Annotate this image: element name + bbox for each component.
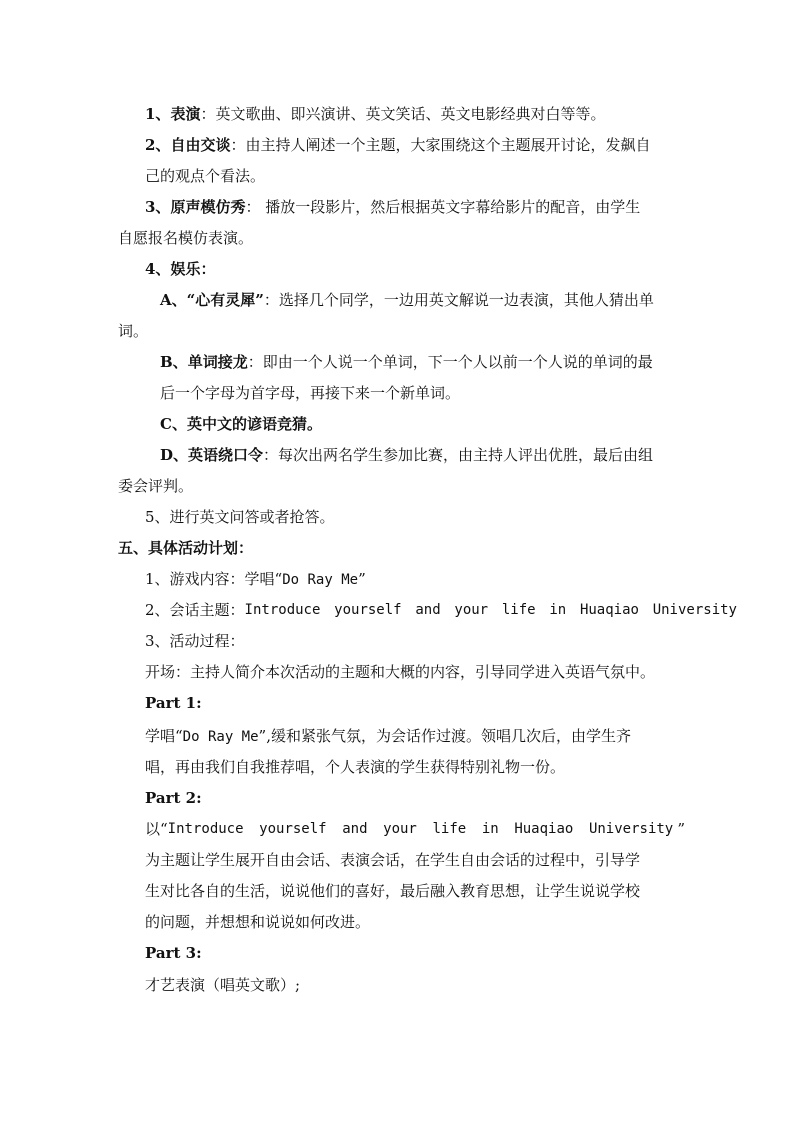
- topic-words: [168, 819, 674, 839]
- item-free-talk: [145, 135, 650, 155]
- item-title: 表演: [170, 105, 201, 123]
- part2-line4: 的问题，并想想和说说如何改进。: [145, 913, 371, 931]
- song-title: Do Ray Me: [282, 572, 359, 588]
- topic-word: Huaqiao: [514, 821, 574, 837]
- item-text: ：由主持人阐述一个主题，大家围绕这个主题展开讨论，发飙自: [230, 136, 651, 154]
- topic-word: in: [481, 821, 499, 837]
- item-number: D、: [160, 446, 189, 464]
- part2-line1: [145, 819, 685, 839]
- item-title: 单词接龙: [187, 353, 248, 371]
- part2-prefix: 以“: [145, 820, 168, 838]
- topic-word: your: [454, 602, 489, 618]
- item-title: 英中文的谚语竞猜。: [186, 415, 322, 433]
- item-word-chain-cont: 后一个字母为首字母，再接下来一个新单词。: [160, 384, 461, 402]
- conversation-topic: [145, 600, 737, 620]
- topic-word: your: [383, 821, 417, 837]
- item-telepathy: [160, 290, 654, 310]
- topic-word: and: [415, 602, 441, 618]
- item-telepathy-cont: 词。: [118, 322, 149, 340]
- item-text: ： 播放一段影片，然后根据英文字幕给影片的配音，由学生: [245, 198, 641, 216]
- part2-line3: 生对比各自的生活，说说他们的喜好，最后融入教育思想，让学生说说学校: [145, 882, 641, 900]
- item-number: 1、: [145, 105, 171, 123]
- item-number: A、: [160, 291, 187, 309]
- part2-suffix: ”: [677, 820, 685, 838]
- topic-word: life: [432, 821, 467, 837]
- item-dubbing-show: [145, 197, 640, 217]
- item-number: C、: [160, 415, 187, 433]
- topic-word: yourself: [334, 602, 402, 618]
- topic-word: Introduce: [244, 602, 321, 618]
- item-number: 2、: [145, 136, 171, 154]
- item-title: 英语绕口令: [188, 446, 264, 464]
- topic-words: [245, 600, 737, 620]
- item-text: ：选择几个同学，一边用英文解说一边表演，其他人猜出单: [263, 291, 654, 309]
- part2-heading: Part 2:: [145, 789, 202, 807]
- song-title: Do Ray Me: [182, 729, 259, 745]
- part1-heading: Part 1:: [145, 694, 202, 712]
- item-number: 3、: [145, 198, 171, 216]
- part3-heading: Part 3:: [145, 944, 202, 962]
- part1-prefix: 学唱“: [145, 727, 183, 745]
- item-tongue-twister: [160, 445, 653, 465]
- topic-prefix: 2、会话主题：: [145, 601, 245, 619]
- section-heading: 五、具体活动计划：: [118, 539, 254, 557]
- part2-line2: 为主题让学生展开自由会话、表演会话，在学生自由会话的过程中，引导学: [145, 851, 641, 869]
- item-text: ：每次出两名学生参加比赛，由主持人评出优胜，最后由组: [263, 446, 654, 464]
- part3-line1: 才艺表演（唱英文歌）;: [145, 976, 301, 994]
- item-title: 原声模仿秀: [170, 198, 246, 216]
- item-free-talk-cont: 己的观点个看法。: [145, 167, 266, 185]
- game-content: [145, 569, 366, 589]
- part1-line1: [145, 726, 631, 746]
- opening: 开场：主持人简介本次活动的主题和大概的内容，引导同学进入英语气氛中。: [145, 663, 656, 681]
- item-text: ：即由一个人说一个单词，下一个人以前一个人说的单词的最: [247, 353, 653, 371]
- game-prefix: 1、游戏内容：学唱“: [145, 570, 283, 588]
- topic-word: in: [549, 602, 567, 618]
- topic-word: Introduce: [167, 821, 244, 837]
- item-entertainment: [145, 259, 215, 279]
- activity-process: 3、活动过程：: [145, 632, 245, 650]
- topic-word: Huaqiao: [579, 602, 639, 618]
- item-title: 自由交谈: [170, 136, 231, 154]
- item-number: 4、: [145, 260, 171, 278]
- part1-line2: 唱，再由我们自我推荐唱，个人表演的学生获得特别礼物一份。: [145, 758, 566, 776]
- topic-word: University: [588, 821, 674, 837]
- item-performance: [145, 104, 605, 124]
- item-proverb-quiz: [160, 414, 322, 434]
- item-title: 娱乐：: [170, 260, 216, 278]
- item-qa: 5、进行英文问答或者抢答。: [145, 508, 335, 526]
- item-title: “心有灵犀”: [186, 291, 264, 309]
- item-text: ：英文歌曲、即兴演讲、英文笑话、英文电影经典对白等等。: [200, 105, 606, 123]
- topic-word: life: [501, 602, 536, 618]
- item-dubbing-show-cont: 自愿报名模仿表演。: [118, 229, 254, 247]
- game-suffix: ”: [358, 570, 366, 588]
- topic-word: and: [342, 821, 368, 837]
- topic-word: yourself: [259, 821, 327, 837]
- topic-word: University: [652, 602, 737, 618]
- item-number: B、: [160, 353, 188, 371]
- item-tongue-twister-cont: 委会评判。: [118, 477, 194, 495]
- part1-suffix: ”,缓和紧张气氛，为会话作过渡。领唱几次后，由学生齐: [258, 727, 631, 745]
- item-word-chain: [160, 352, 653, 372]
